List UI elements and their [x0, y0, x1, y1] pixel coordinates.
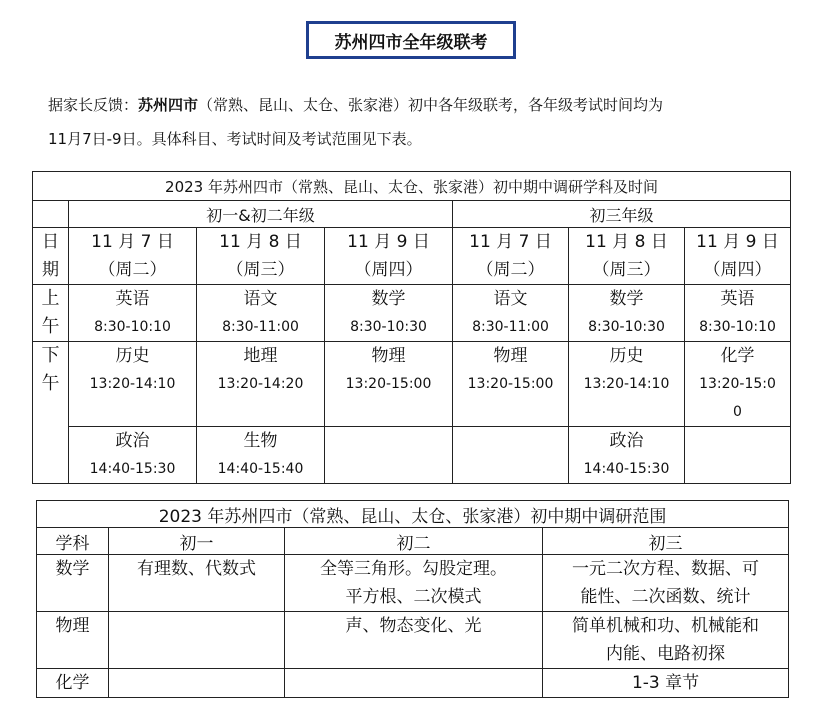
exam-cell: 数学 8:30-10:30: [325, 285, 453, 342]
exam-cell: 英语 8:30-10:10: [69, 285, 197, 342]
scope-cell: 有理数、代数式: [109, 555, 285, 612]
scope-cell: 一元二次方程、数据、可 能性、二次函数、统计: [543, 555, 789, 612]
exam-cell: 政治 14:40-15:30: [69, 427, 197, 484]
title-banner: [306, 21, 516, 59]
exam-cell: 数学 8:30-10:30: [569, 285, 685, 342]
scope-header: 初一: [109, 528, 285, 555]
scope-table: [36, 500, 789, 698]
exam-cell: [453, 427, 569, 484]
exam-cell: 历史 13:20-14:10: [569, 342, 685, 427]
intro-bold: 苏州四市: [138, 96, 199, 114]
exam-cell: 生物 14:40-15:40: [197, 427, 325, 484]
exam-cell: 政治 14:40-15:30: [569, 427, 685, 484]
exam-cell: 化学 13:20-15:0 0: [685, 342, 791, 427]
intro-line2: 11月7日-9日。具体科目、考试时间及考试范围见下表。: [48, 130, 422, 148]
page-title: 苏州四市全年级联考: [309, 24, 513, 56]
scope-cell: 1-3 章节: [543, 669, 789, 698]
exam-cell: 地理 13:20-14:20: [197, 342, 325, 427]
afternoon-label: 下 午: [33, 342, 69, 484]
exam-cell: 语文 8:30-11:00: [453, 285, 569, 342]
scope-header: 初二: [285, 528, 543, 555]
group-grade-3: 初三年级: [453, 201, 791, 228]
scope-header: 学科: [37, 528, 109, 555]
date-cell: 11 月 7 日 （周二）: [453, 228, 569, 285]
schedule-table: [32, 171, 791, 484]
exam-cell: 语文 8:30-11:00: [197, 285, 325, 342]
exam-cell: 英语 8:30-10:10: [685, 285, 791, 342]
scope-cell: [285, 669, 543, 698]
schedule-caption: 2023 年苏州四市（常熟、昆山、太仓、张家港）初中期中调研学科及时间: [33, 172, 791, 201]
empty-cell: [33, 201, 69, 228]
date-cell: 11 月 7 日 （周二）: [69, 228, 197, 285]
scope-cell: 声、物态变化、光: [285, 612, 543, 669]
intro-prefix: 据家长反馈：: [48, 96, 139, 114]
exam-cell: 物理 13:20-15:00: [453, 342, 569, 427]
exam-cell: 历史 13:20-14:10: [69, 342, 197, 427]
intro-rest: （常熟、昆山、太仓、张家港）初中各年级联考，各年级考试时间均为: [198, 96, 664, 114]
scope-caption: 2023 年苏州四市（常熟、昆山、太仓、张家港）初中期中调研范围: [37, 501, 789, 528]
scope-subject: 化学: [37, 669, 109, 698]
scope-cell: 简单机械和功、机械能和 内能、电路初探: [543, 612, 789, 669]
morning-label: 上 午: [33, 285, 69, 342]
scope-subject: 数学: [37, 555, 109, 612]
intro-paragraph: [48, 88, 788, 156]
title-decoration: [311, 27, 315, 51]
scope-cell: [109, 669, 285, 698]
date-cell: 11 月 9 日 （周四）: [325, 228, 453, 285]
date-cell: 11 月 9 日 （周四）: [685, 228, 791, 285]
date-cell: 11 月 8 日 （周三）: [569, 228, 685, 285]
exam-cell: [685, 427, 791, 484]
group-grade-1-2: 初一&初二年级: [69, 201, 453, 228]
date-label: 日 期: [33, 228, 69, 285]
date-cell: 11 月 8 日 （周三）: [197, 228, 325, 285]
scope-header: 初三: [543, 528, 789, 555]
exam-cell: 物理 13:20-15:00: [325, 342, 453, 427]
scope-subject: 物理: [37, 612, 109, 669]
scope-cell: 全等三角形。勾股定理。 平方根、二次模式: [285, 555, 543, 612]
scope-cell: [109, 612, 285, 669]
exam-cell: [325, 427, 453, 484]
